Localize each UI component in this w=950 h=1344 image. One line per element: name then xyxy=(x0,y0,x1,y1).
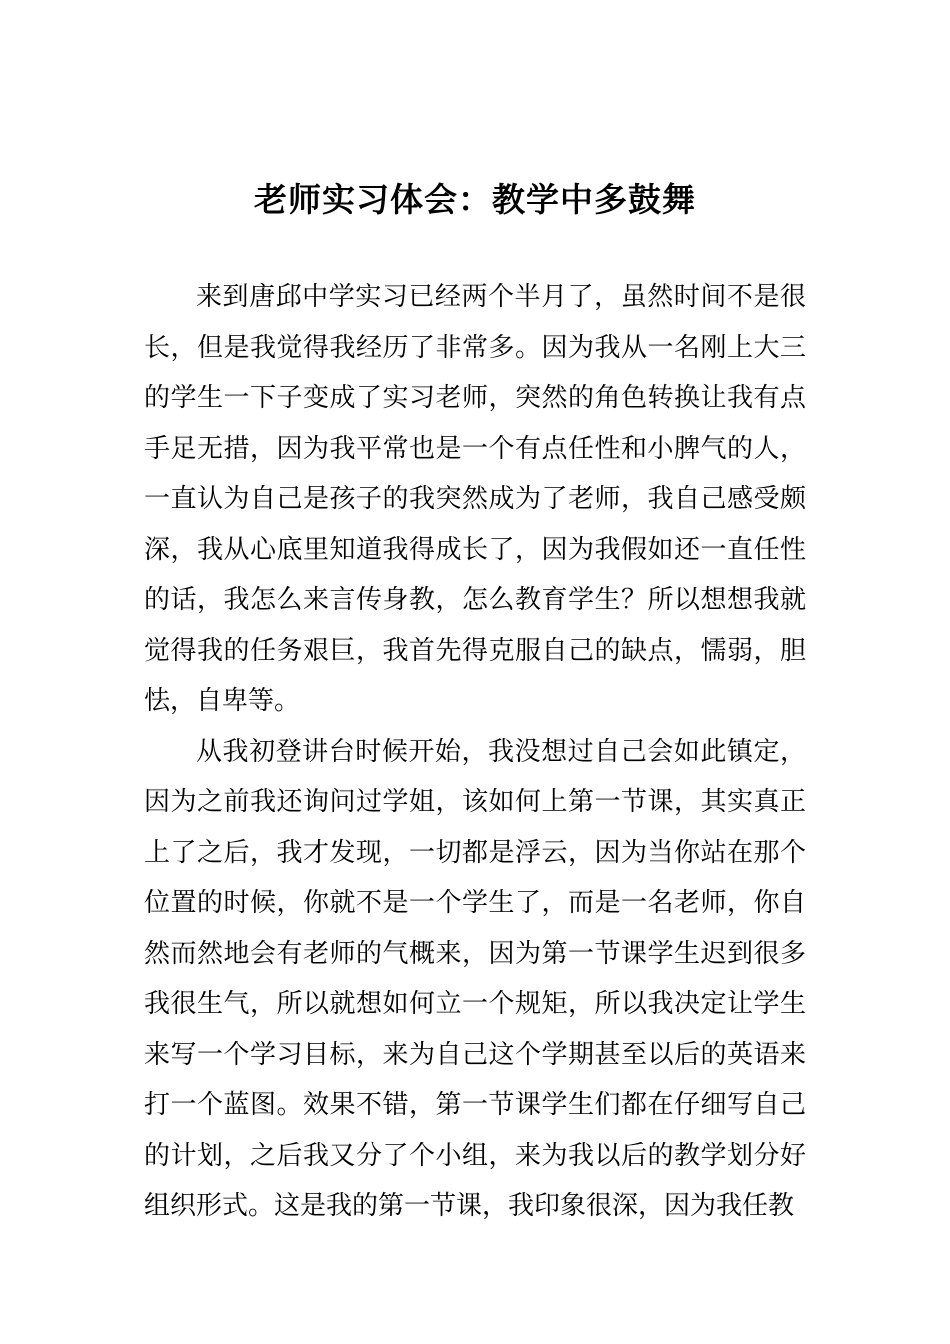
document-title: 老师实习体会：教学中多鼓舞 xyxy=(254,180,696,219)
paragraph: 从我初登讲台时候开始，我没想过自己会如此镇定，因为之前我还询问过学姐，该如何上第一节课，其实真正上了之后，我才发现，一切都是浮云，因为当你站在那个位置的时候，你就不是一个学生了，而是一名老师，你自然而然地会有老师的气概来，因为第一节课学生迟到很多我很生气，所以就想如何立一个规矩，所以我决定让学生来写一个学习目标，来为自己这个学期甚至以后的英语来打一个蓝图。效果不错，第一节课学生们都在仔细写自己的计划，之后我又分了个小组，来为我以后的教学划分好组织形式。这是我的第一节课，我印象很深，因为我任教 xyxy=(144,736,806,1221)
document-body xyxy=(144,272,806,1232)
paragraph: 来到唐邱中学实习已经两个半月了，虽然时间不是很长，但是我觉得我经历了非常多。因为我从一名刚上大三的学生一下子变成了实习老师，突然的角色转换让我有点手足无措，因为我平常也是一个有点任性和小脾气的人，一直认为自己是孩子的我突然成为了老师，我自己感受颇深，我从心底里知道我得成长了，因为我假如还一直任性的话，我怎么来言传身教，怎么教育学生？所以想想我就觉得我的任务艰巨，我首先得克服自己的缺点，懦弱，胆怯，自卑等。 xyxy=(144,282,806,716)
